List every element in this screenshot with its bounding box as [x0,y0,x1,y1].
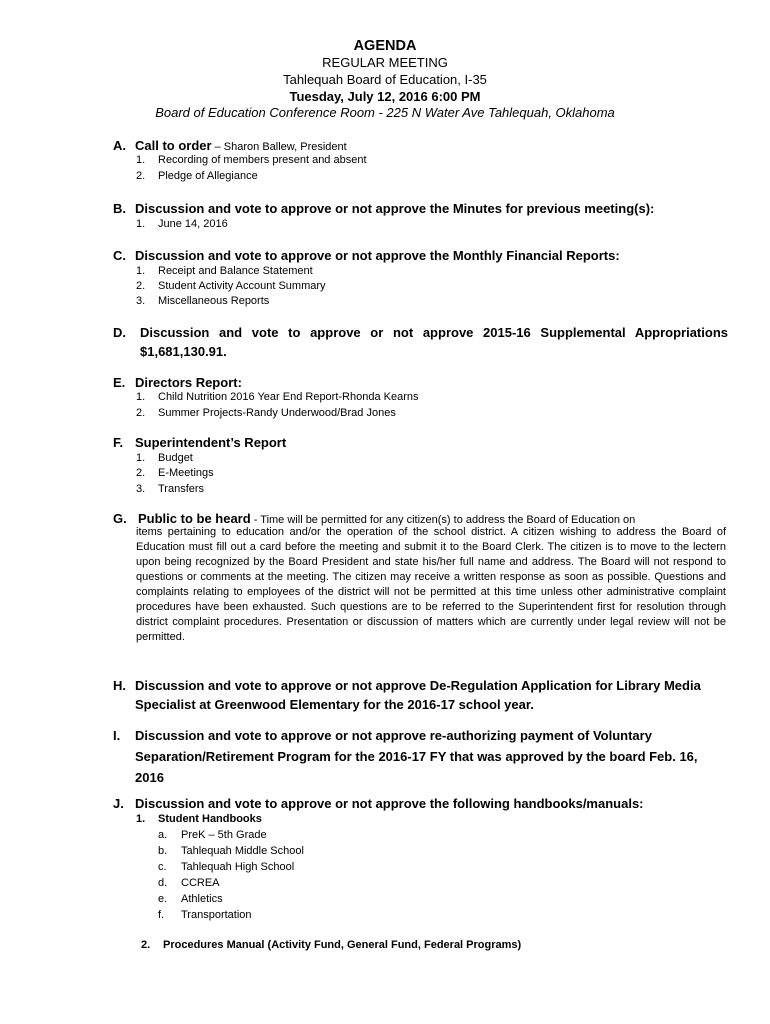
section-letter: G. [113,511,127,526]
section-letter: D. [113,325,126,340]
section-d [113,323,728,361]
section-title: Discussion and vote to approve or not approve De-Regulation Application for Library Media Specialist at Greenwood Elementary for the 2016-17 school year. [135,678,701,712]
section-lead: - Time will be permitted for any citizen(s) to address the Board of Education on [250,514,636,526]
section-c [113,246,728,265]
meeting-location: Board of Education Conference Room - 225 N Water Ave Tahlequah, Oklahoma [155,105,615,120]
section-title: Call to order [135,138,212,153]
board-name: Tahlequah Board of Education, I-35 [283,72,487,87]
section-j [113,794,728,813]
section-letter: A. [113,138,126,153]
section-f [113,433,728,452]
section-b [113,199,728,218]
section-letter: F. [113,435,124,450]
section-title: Discussion and vote to approve or not approve 2015-16 Supplemental Appropriations $1,681,130.91. [140,325,728,359]
section-letter: C. [113,248,126,263]
section-title: Discussion and vote to approve or not approve the following handbooks/manuals: [135,796,644,811]
section-i [113,725,728,788]
section-title: Public to be heard [138,511,251,526]
section-title: Superintendent’s Report [135,435,287,450]
section-h [113,676,728,714]
section-title: Discussion and vote to approve or not approve re-authorizing payment of Voluntary Separation/Retirement Program for the 2016-17 FY that was approved by the board Feb. 16, 2016 [135,728,698,785]
section-presider: – Sharon Ballew, President [211,141,347,153]
meeting-date: Tuesday, July 12, 2016 6:00 PM [289,89,481,104]
section-letter: E. [113,375,126,390]
public-comment-policy: items pertaining to education and/or the operation of the school district. A citizen wishing to address the Board of Education must fill out a card before the meeting and submit it to the Board Clerk. The citizen is to move to the lectern upon being recognized by the Board President and state his/her full name and address. The Board will not respond to questions or comments at the meeting. The citizen may receive a written response as soon as possible. Questions and complaints relating to employees of the district will not be permitted at this time unless other administrative complaint procedures have been exhausted. Such questions are to be referred to the Superintendent first for resolution through district complaint procedures. Presentation or discussion of matters which are currently under legal review will not be permitted. [136,526,726,643]
section-letter: J. [113,796,124,811]
agenda-title: AGENDA [353,38,417,54]
meeting-type: REGULAR MEETING [322,55,448,70]
section-title: Discussion and vote to approve or not approve the Monthly Financial Reports: [135,248,620,263]
section-letter: H. [113,678,126,693]
section-title: Discussion and vote to approve or not approve the Minutes for previous meeting(s): [135,201,655,216]
section-letter: B. [113,201,126,216]
section-title: Directors Report: [135,375,242,390]
section-letter: I. [113,728,121,743]
